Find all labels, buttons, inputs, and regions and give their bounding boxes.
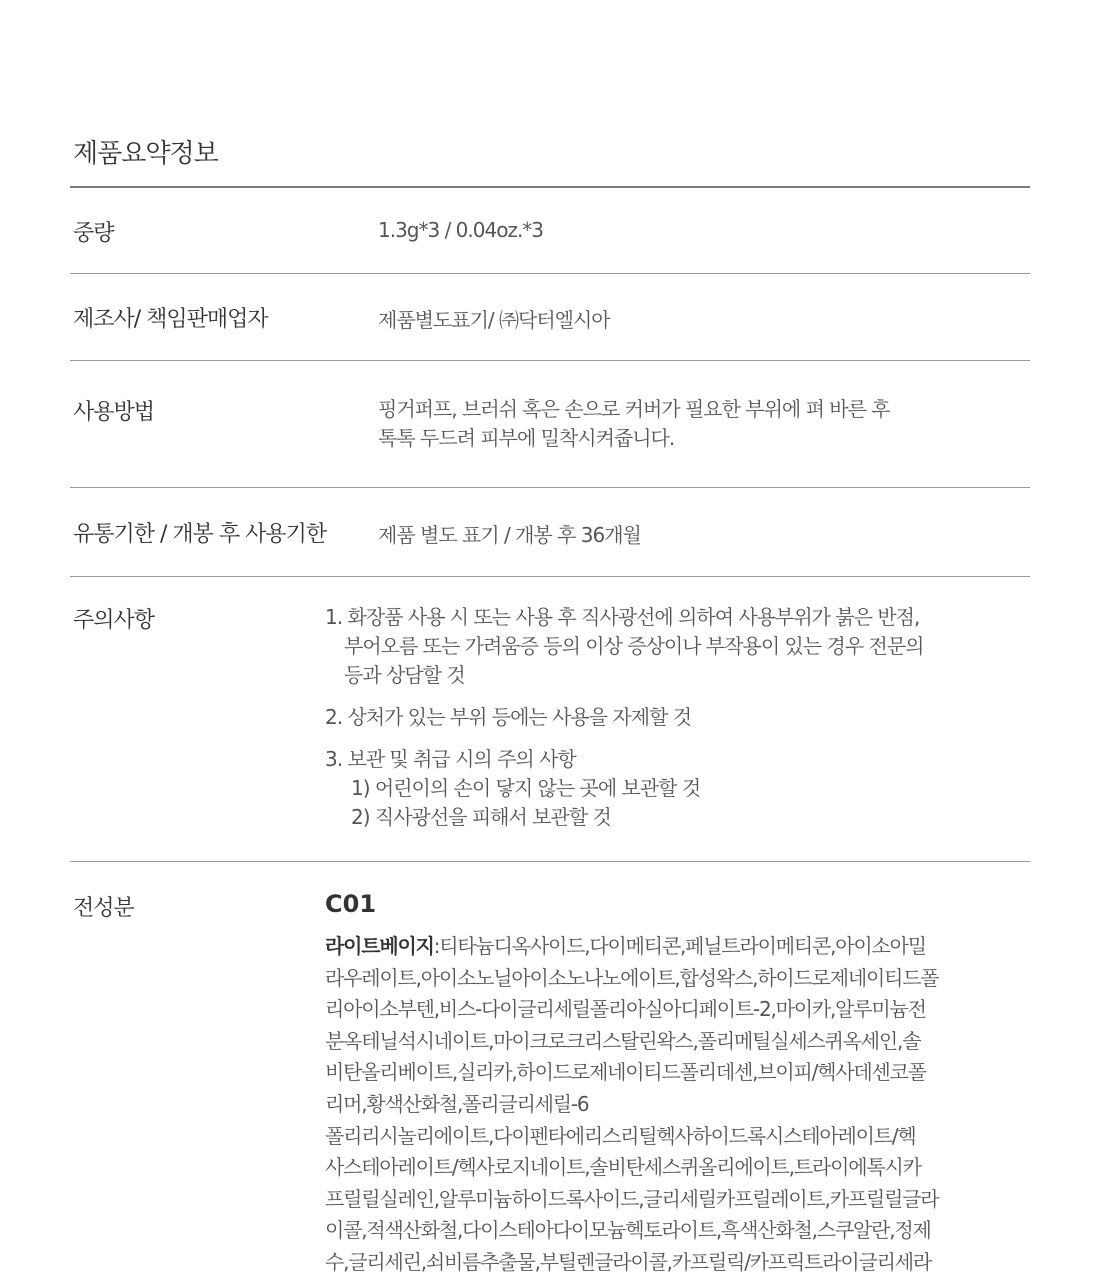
caution-label: 주의사항	[73, 608, 155, 633]
ingredients-line	[325, 931, 1015, 963]
section-title: 제품요약정보	[73, 139, 218, 169]
maker-value: 제품별도표기/ ㈜닥터엘시아	[378, 308, 610, 332]
row-divider	[70, 861, 1030, 862]
title-divider	[70, 186, 1030, 188]
ingredients-label: 전성분	[73, 896, 134, 921]
caution-line: 2. 상처가 있는 부위 등에는 사용을 자제할 것	[325, 705, 692, 729]
ingredients-line: 사스테아레이트/헥사로지네이트,솔비탄세스퀴올리에이트,트라이에톡시카	[325, 1155, 921, 1180]
row-divider	[70, 360, 1030, 361]
caution-item-2	[325, 703, 691, 732]
ingredients-line: 프릴릴실레인,알루미늄하이드록사이드,글리세릴카프릴레이트,카프릴릴글라	[325, 1186, 939, 1211]
usage-line: 톡톡 두드려 피부에 밀착시켜줍니다.	[378, 426, 675, 450]
row-divider	[70, 576, 1030, 577]
caution-item-1	[325, 603, 924, 690]
shade-code: C01	[325, 890, 377, 918]
ingredients-text	[325, 931, 1015, 1279]
ingredients-line: 리아이소부텐,비스-다이글리세릴폴리아실아디페이트-2,마이카,알루미늄전	[325, 997, 926, 1022]
ingredients-line: 이콜,적색산화철,다이스테아다이모늄헥토라이트,흑색산화철,스쿠알란,정제	[325, 1218, 931, 1243]
expiry-value: 제품 별도 표기 / 개봉 후 36개월	[378, 523, 641, 547]
ingredients-line: 비탄올리베이트,실리카,하이드로제네이티드폴리데센,브이피/헥사데센코폴	[325, 1060, 926, 1085]
ingredients-line: 폴리리시놀리에이트,다이펜타에리스리틸헥사하이드록시스테아레이트/헥	[325, 1123, 916, 1148]
caution-line: 3. 보관 및 취급 시의 주의 사항	[325, 747, 576, 771]
caution-item-3	[325, 745, 700, 832]
ingredients-line: 리머,황색산화철,폴리글리세릴-6	[325, 1091, 589, 1116]
ingredients-line: 분옥테닐석시네이트,마이크로크리스탈린왁스,폴리메틸실세스퀴옥세인,솔	[325, 1028, 921, 1053]
caution-line: 부어오름 또는 가려움증 등의 이상 증상이나 부작용이 있는 경우 전문의	[344, 634, 924, 658]
usage-value	[378, 395, 890, 453]
caution-sub-line: 1) 어린이의 손이 닿지 않는 곳에 보관할 것	[351, 776, 701, 800]
weight-value: 1.3g*3 / 0.04oz.*3	[378, 218, 544, 242]
ingredients-line: 라우레이트,아이소노닐아이소노나노에이트,합성왁스,하이드로제네이티드폴	[325, 965, 939, 990]
weight-label: 중량	[73, 221, 114, 246]
maker-label: 제조사/ 책임판매업자	[73, 307, 268, 332]
usage-label: 사용방법	[73, 400, 155, 425]
expiry-label: 유통기한 / 개봉 후 사용기한	[73, 522, 327, 547]
caution-sub-line: 2) 직사광선을 피해서 보관할 것	[351, 805, 611, 829]
row-divider	[70, 273, 1030, 274]
ingredients-line: 수,글리세린,쇠비름추출물,부틸렌글라이콜,카프릴릭/카프릭트라이글리세라	[325, 1249, 932, 1274]
shade-name: 라이트베이지	[325, 934, 434, 958]
row-divider	[70, 487, 1030, 488]
ingredients-line-text: :티타늄디옥사이드,다이메티콘,페닐트라이메티콘,아이소아밀	[433, 934, 926, 958]
caution-line: 1. 화장품 사용 시 또는 사용 후 직사광선에 의하여 사용부위가 붉은 반점,	[325, 605, 920, 629]
usage-line: 핑거퍼프, 브러쉬 혹은 손으로 커버가 필요한 부위에 펴 바른 후	[378, 397, 890, 421]
caution-line: 등과 상담할 것	[344, 663, 465, 687]
